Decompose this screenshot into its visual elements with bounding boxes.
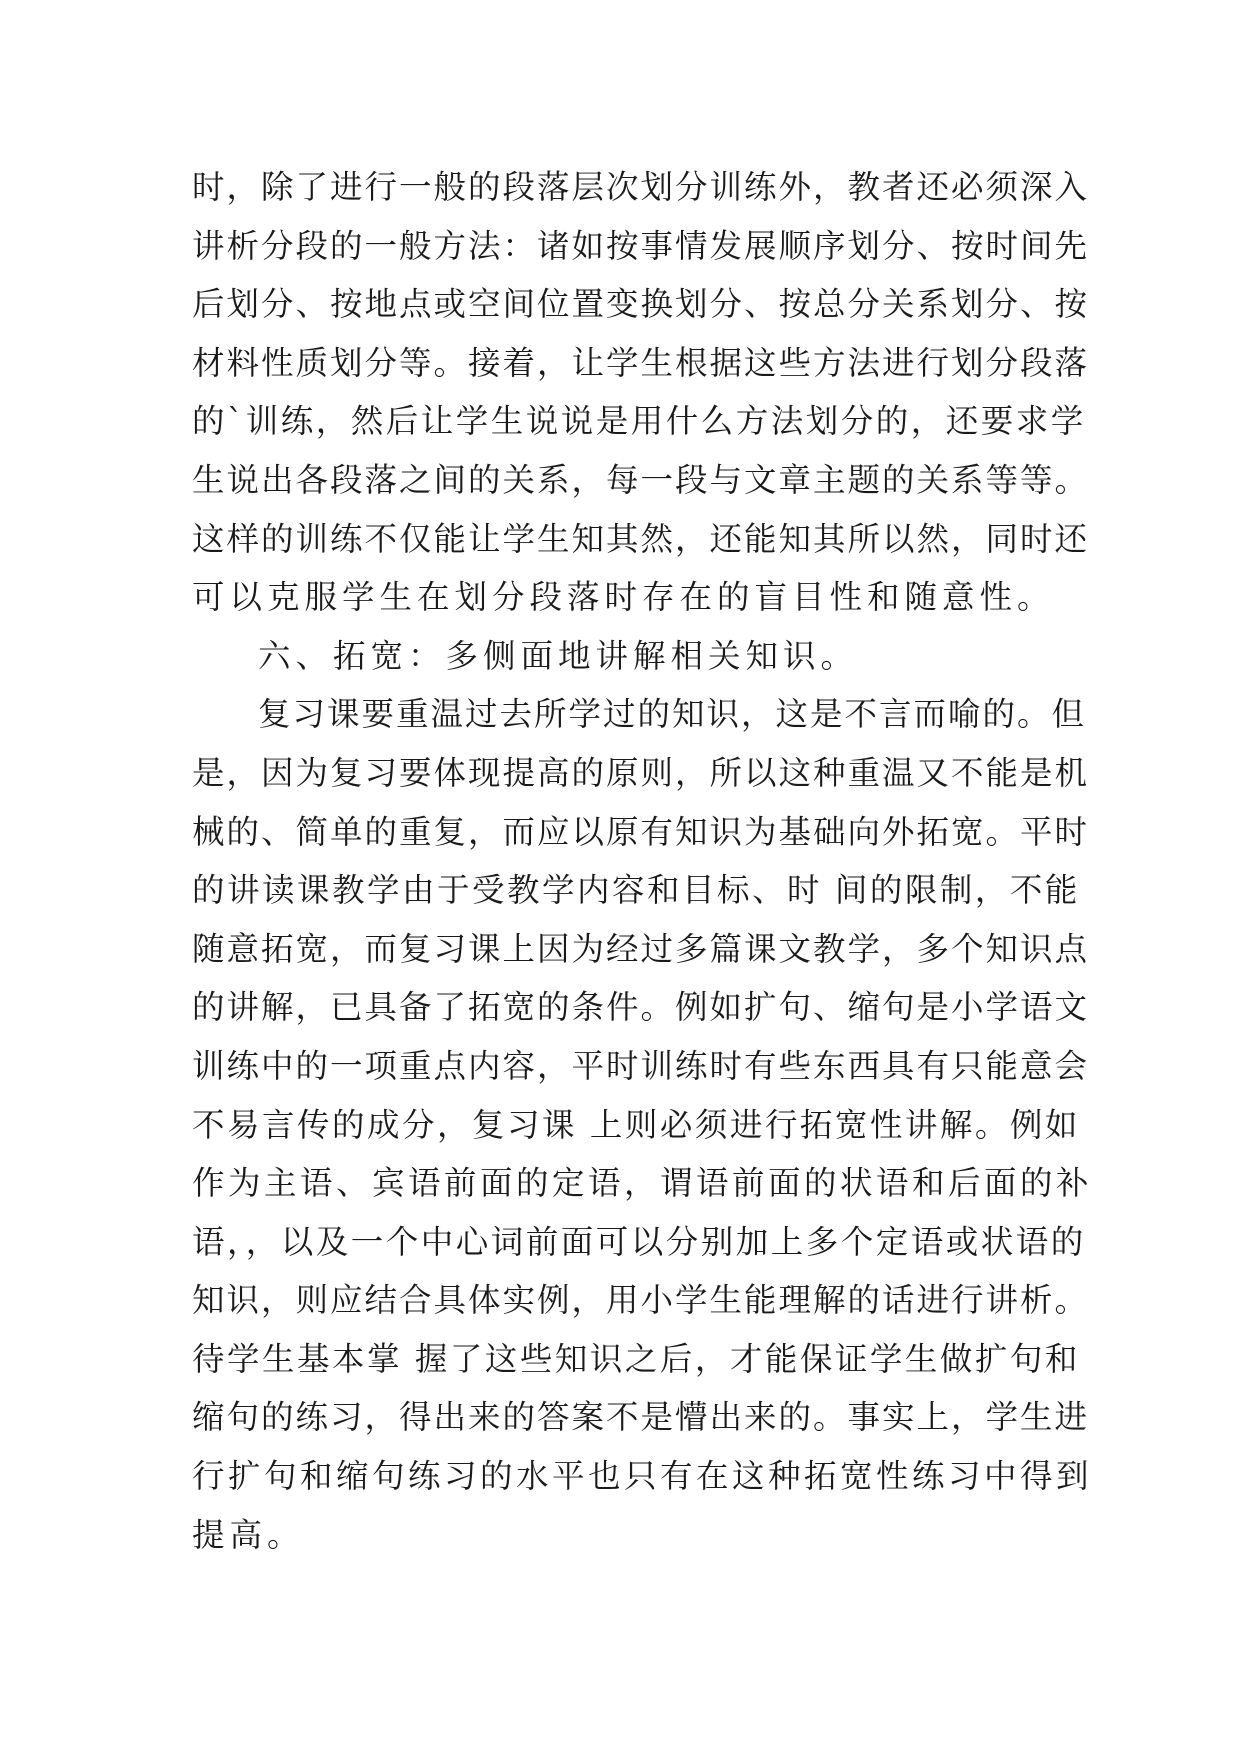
text-line: 讲析分段的一般方法：诸如按事情发展顺序划分、按时间先 [192,226,1090,265]
text-line: 不易言传的成分，复习课 上则必须进行拓宽性讲解。例如 [192,1105,1080,1144]
text-line: 语，，以及一个中心词前面可以分别加上多个定语或状语的 [192,1222,1086,1261]
section-heading: 六、拓宽：多侧面地讲解相关知识。 [258,636,859,675]
text-line: 材料性质划分等。接着，让学生根据这些方法进行划分段落 [192,343,1090,382]
text-line: 行扩句和缩句练习的水平也只有在这种拓宽性练习中得到 [192,1457,1093,1496]
text-line: 的讲解，已具备了拓宽的条件。例如扩句、缩句是小学语文 [192,988,1090,1027]
text-line: 随意拓宽，而复习课上因为经过多篇课文教学，多个知识点 [192,929,1090,968]
text-line: 是，因为复习要体现提高的原则，所以这种重温又不能是机 [192,753,1090,792]
text-line: 可以克服学生在划分段落时存在的盲目性和随意性。 [192,578,1055,617]
paragraph-start-line: 复习课要重温过去所学过的知识，这是不言而喻的。但 [258,695,1087,734]
text-line: 时，除了进行一般的段落层次划分训练外，教者还必须深入 [192,168,1090,206]
text-line: 后划分、按地点或空间位置变换划分、按总分关系划分、按 [192,285,1090,324]
text-line: 待学生基本掌 握了这些知识之后，才能保证学生做扩句和 [192,1339,1080,1378]
text-line: 知识，则应结合具体实例，用小学生能理解的话进行讲析。 [192,1281,1090,1320]
text-line: 缩句的练习，得出来的答案不是懵出来的。事实上，学生进 [192,1398,1090,1437]
body-text [192,158,1092,1564]
text-line: 训练中的一项重点内容，平时训练时有些东西具有只能意会 [192,1046,1090,1085]
text-line: 提高。 [192,1515,305,1554]
text-line: 的`训练，然后让学生说说是用什么方法划分的，还要求学 [192,402,1086,441]
text-line: 的讲读课教学由于受教学内容和目标、时 间的限制，不能 [192,871,1080,910]
text-line: 这样的训练不仅能让学生知其然，还能知其所以然，同时还 [192,519,1090,558]
text-line: 生说出各段落之间的关系，每一段与文章主题的关系等等。 [192,460,1090,499]
text-line: 械的、简单的重复，而应以原有知识为基础向外拓宽。平时 [192,812,1090,851]
text-line: 作为主语、宾语前面的定语，谓语前面的状语和后面的补 [192,1164,1093,1203]
